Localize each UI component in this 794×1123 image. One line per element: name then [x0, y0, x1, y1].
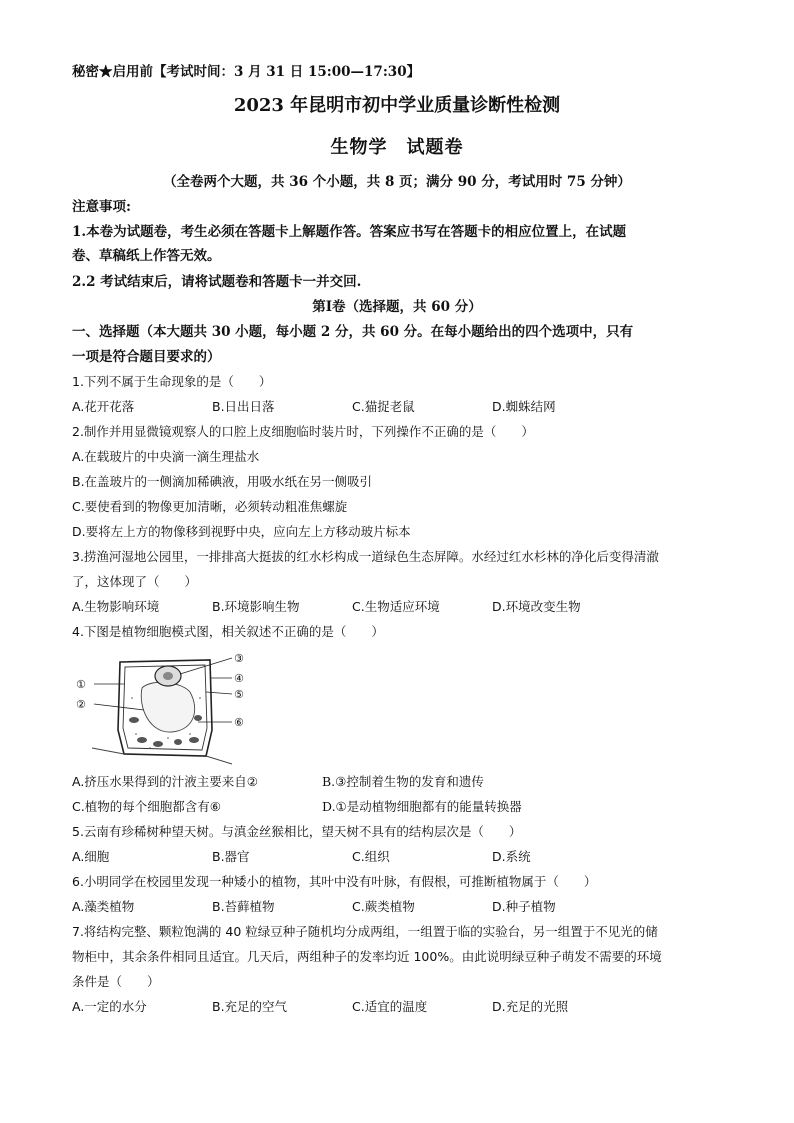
- chloroplast: [194, 715, 202, 721]
- question-4-option-d: D.①是动植物细胞都有的能量转换器: [322, 799, 522, 814]
- notes-heading: 注意事项:: [72, 199, 131, 215]
- figure-label-2: ②: [76, 698, 86, 711]
- question-7-option-d: D.充足的光照: [492, 999, 569, 1014]
- question-3-stem-line-1: 3.捞渔河湿地公园里，一排排高大挺拔的红水杉构成一道绿色生态屏障。水经过红水杉林的净化后变得清澈: [72, 549, 659, 564]
- question-6-option-b: B.苔藓植物: [212, 899, 275, 914]
- chloroplast: [189, 737, 199, 743]
- question-4-option-c: C.植物的每个细胞都含有⑥: [72, 799, 221, 814]
- question-2-option-a: A.在载玻片的中央滴一滴生理盐水: [72, 449, 260, 464]
- question-5-option-b: B.器官: [212, 849, 250, 864]
- question-5-option-d: D.系统: [492, 849, 531, 864]
- question-3-option-d: D.环境改变生物: [492, 599, 581, 614]
- figure-label-5: ⑤: [234, 688, 244, 701]
- question-2-option-d: D.要将左上方的物像移到视野中央，应向左上方移动玻片标本: [72, 524, 411, 539]
- question-1-option-b: B.日出日落: [212, 399, 275, 414]
- chloroplast: [137, 737, 147, 743]
- question-6-option-d: D.种子植物: [492, 899, 556, 914]
- figure-label-4: ④: [234, 672, 244, 685]
- vacuole: [141, 682, 194, 732]
- question-4-stem: 4.下图是植物细胞模式图，相关叙述不正确的是（ ）: [72, 624, 384, 639]
- question-2-option-b: B.在盖玻片的一侧滴加稀碘液，用吸水纸在另一侧吸引: [72, 474, 373, 489]
- question-6-option-c: C.蕨类植物: [352, 899, 415, 914]
- exam-info: （全卷两个大题，共 36 个小题，共 8 页；满分 90 分，考试用时 75 分钟）: [163, 174, 631, 190]
- confidential-line: 秘密★启用前【考试时间：3 月 31 日 15:00—17:30】: [72, 64, 421, 80]
- question-1-option-c: C.猫捉老鼠: [352, 399, 415, 414]
- figure-label-6: ⑥: [234, 716, 244, 729]
- question-2-stem: 2.制作并用显微镜观察人的口腔上皮细胞临时装片时，下列操作不正确的是（ ）: [72, 424, 534, 439]
- question-5-option-c: C.组织: [352, 849, 390, 864]
- question-7-option-b: B.充足的空气: [212, 999, 288, 1014]
- question-7-stem-line-3: 条件是（ ）: [72, 974, 160, 989]
- question-4-option-b: B.③控制着生物的发育和遗传: [322, 774, 484, 789]
- question-7-stem-line-2: 物柜中，其余条件相同且适宜。几天后，两组种子的发率均近 100%。由此说明绿豆种子萌发不需要的环境: [72, 949, 662, 964]
- question-3-option-b: B.环境影响生物: [212, 599, 300, 614]
- question-3-option-c: C.生物适应环境: [352, 599, 440, 614]
- plant-cell-diagram: [72, 648, 252, 768]
- question-7-option-a: A.一定的水分: [72, 999, 147, 1014]
- section-title: 第Ⅰ卷（选择题，共 60 分）: [312, 299, 482, 315]
- exam-title: 2023 年昆明市初中学业质量诊断性检测: [233, 95, 561, 116]
- question-7-option-c: C.适宜的温度: [352, 999, 428, 1014]
- question-2-option-c: C.要使看到的物像更加清晰，必须转动粗准焦螺旋: [72, 499, 348, 514]
- adjacent-cell-line: [92, 748, 232, 764]
- figure-label-1: ①: [76, 678, 86, 691]
- chloroplast: [174, 739, 182, 745]
- chloroplast: [129, 717, 139, 723]
- section-instructions-line-1: 一、选择题（本大题共 30 小题，每小题 2 分，共 60 分。在每小题给出的四个选项中，只有: [72, 324, 634, 340]
- question-5-option-a: A.细胞: [72, 849, 110, 864]
- leader-line-5: [206, 692, 232, 694]
- question-1-stem: 1.下列不属于生命现象的是（ ）: [72, 374, 272, 389]
- question-4-option-a: A.挤压水果得到的汁液主要来自②: [72, 774, 259, 789]
- question-1-option-a: A.花开花落: [72, 399, 135, 414]
- question-5-stem: 5.云南有珍稀树种望天树。与滇金丝猴相比，望天树不具有的结构层次是（ ）: [72, 824, 522, 839]
- notes-item-1-line-1: 1.本卷为试题卷，考生必须在答题卡上解题作答。答案应书写在答题卡的相应位置上，在试题: [72, 224, 627, 240]
- chloroplast: [153, 741, 163, 747]
- question-6-stem: 6.小明同学在校园里发现一种矮小的植物，其叶中没有叶脉，有假根，可推断植物属于（ ）: [72, 874, 597, 889]
- question-7-stem-line-1: 7.将结构完整、颗粒饱满的 40 粒绿豆种子随机均分成两组，一组置于临的实验台，另一组置于不见光的储: [72, 924, 658, 939]
- nucleolus: [163, 672, 173, 680]
- subject-title: 生物学 试题卷: [330, 137, 464, 158]
- figure-label-3: ③: [234, 652, 244, 665]
- question-3-stem-line-2: 了，这体现了（ ）: [72, 574, 198, 589]
- plant-cell-svg: [72, 648, 252, 768]
- question-1-option-d: D.蜘蛛结网: [492, 399, 556, 414]
- section-instructions-line-2: 一项是符合题目要求的）: [72, 349, 221, 365]
- question-3-option-a: A.生物影响环境: [72, 599, 160, 614]
- question-6-option-a: A.藻类植物: [72, 899, 135, 914]
- notes-item-1-line-2: 卷、草稿纸上作答无效。: [72, 248, 221, 264]
- notes-item-2: 2.2 考试结束后，请将试题卷和答题卡一并交回.: [72, 274, 362, 290]
